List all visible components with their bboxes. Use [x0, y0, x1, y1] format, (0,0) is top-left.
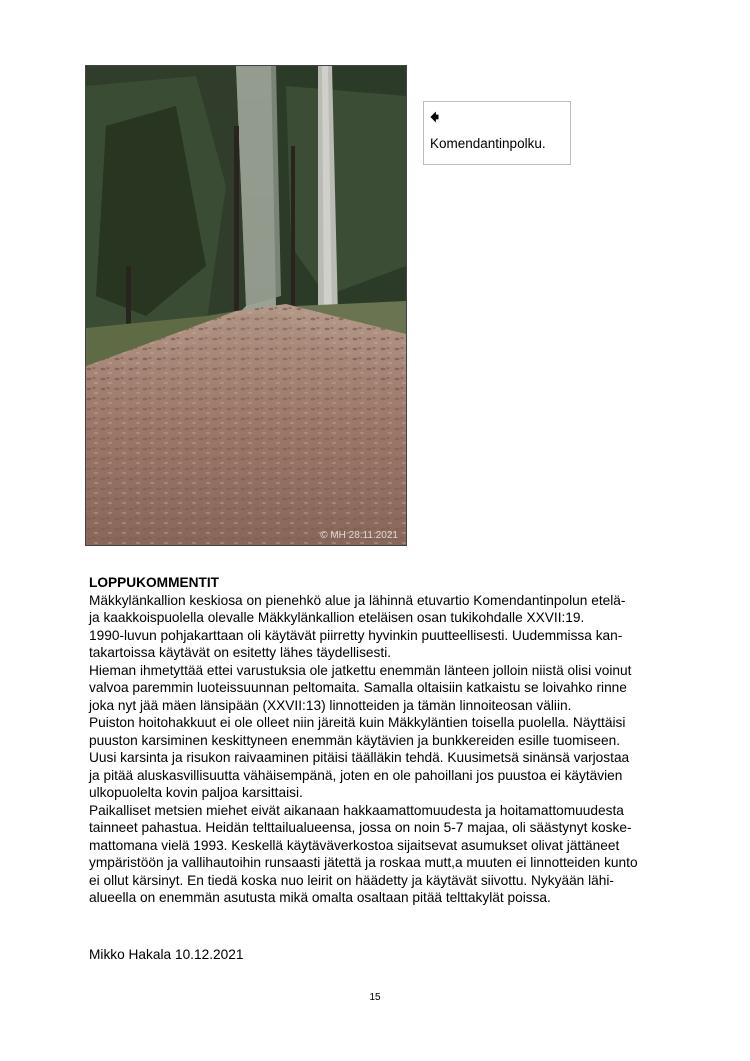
paragraph-line: ulkopuolelta kovin paljoa karsittaisi.: [89, 785, 303, 800]
paragraph-line: Mäkkylänkallion keskiosa on pienehkö alue ja lähinnä etuvartio Komendantinpolun etelä-: [89, 592, 626, 608]
page-number: 15: [369, 992, 381, 1003]
paragraph-line: Puiston hoitohakkuut ei ole olleet niin järeitä kuin Mäkkyläntien toisella puolella. Näyttäisi: [89, 715, 626, 730]
paragraph-line: mattomana vielä 1993. Keskellä käytäväverkostoa sijaitsevat asumukset olivat jättäneet: [89, 837, 620, 853]
paragraph-line: ja kaakkoispuolella olevalle Mäkkylänkallion eteläisen osan tukikohdalle XXVII:19.: [89, 610, 585, 625]
photo-caption-box: [423, 101, 571, 165]
paragraph-line: ympäristöön ja vallihautoihin runsaasti jätettä ja roskaa mutt,a muuten ei linnotteiden kunto: [89, 855, 638, 870]
section-heading: LOPPUKOMMENTIT: [89, 575, 220, 590]
paragraph-line: alueella on enemmän asutusta mikä omalta osaltaan pitää telttakylät poissa.: [89, 890, 551, 905]
paragraph-line: Hieman ihmetyttää ettei varustuksia ole jatkettu enemmän länteen jolloin niistä olisi voinut: [89, 662, 632, 678]
forest-path-photo: [85, 65, 407, 546]
arrow-left-icon: 🠸: [430, 107, 440, 128]
paragraph-line: joka nyt jää mäen länsipään (XXVII:13) linnotteiden ja tämän linnoiteosan väliin.: [89, 697, 572, 713]
paragraph-line: ja pitää aluskasvillisuutta vähäisempänä, joten en ole pahoillani jos puustoa ei käytävien: [89, 767, 623, 783]
closing-comments-section: [89, 574, 704, 907]
paragraph-line: tainneet pahastua. Heidän telttailualueensa, jossa on noin 5-7 majaa, oli säästynyt koske-: [89, 820, 632, 835]
forest-path-illustration: [86, 66, 406, 545]
paragraph-line: ei ollut kärsinyt. En tiedä koska nuo leirit on häädetty ja käytävät siivottu. Nykyään lähi-: [89, 872, 614, 888]
paragraph-line: Uusi karsinta ja risukon raivaaminen pitäisi täälläkin tehdä. Kuusimetsä sinänsä varjostaa: [89, 750, 630, 765]
paragraph-line: takartoissa käytävät on esitetty lähes täydellisesti.: [89, 645, 392, 660]
paragraph-line: Paikalliset metsien miehet eivät aikanaan hakkaamattomuudesta ja hoitamattomuudesta: [89, 802, 624, 818]
author-signature: Mikko Hakala 10.12.2021: [89, 947, 244, 962]
photo-credit: © MH 28.11.2021: [320, 530, 398, 541]
photo-caption: Komendantinpolku.: [430, 136, 546, 151]
paragraph-line: valvoa paremmin luoteissuunnan peltomaita. Samalla oltaisiin katkaistu se loivahko rinne: [89, 680, 627, 695]
paragraph-line: puuston karsiminen keskittyneen enemmän käytävien ja bunkkereiden esille tuomiseen.: [89, 732, 621, 748]
paragraph-line: 1990-luvun pohjakarttaan oli käytävät piirretty hyvinkin puutteellisesti. Uudemmissa kan-: [89, 627, 623, 643]
